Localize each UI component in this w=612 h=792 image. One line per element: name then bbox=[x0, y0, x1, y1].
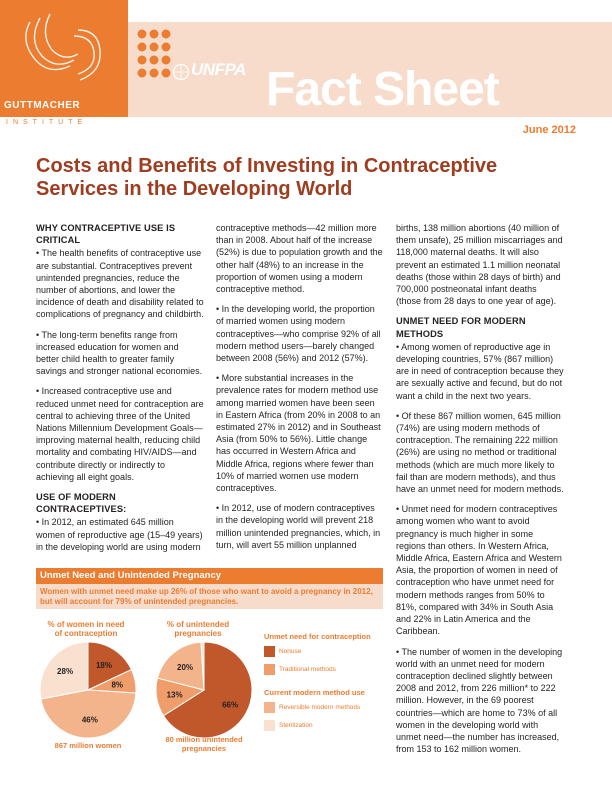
fact-sheet-header bbox=[0, 0, 612, 135]
pie1-title-line-2: of contraception bbox=[54, 629, 118, 638]
chart-panel bbox=[36, 568, 383, 756]
panel-title: Unmet Need and Unintended Pregnancy bbox=[36, 568, 383, 584]
pie2-title-line-1: % of unintended bbox=[166, 620, 230, 629]
pie2-data-label: 20% bbox=[177, 663, 194, 673]
paragraph: births, 138 million abortions (40 million of them unsafe), 25 million miscarriages and 118,000 maternal deaths. It will also prevent an estimated 1.1 million neonatal deaths (those within 28 days of birth) and 700,000 postneonatal infant deaths (those from 28 days to one year of age). bbox=[396, 223, 563, 307]
paragraph: contraceptive methods—42 million more than in 2008. About half of the increase (52%) is due to population growth and the other half (48%) to an increase in the proportion of women using a modern contraceptive method. bbox=[216, 223, 383, 295]
guttmacher-name: GUTTMACHER bbox=[4, 100, 81, 111]
doc-type-label: Fact Sheet bbox=[266, 63, 499, 116]
pie1-data-label: 8% bbox=[111, 680, 124, 690]
legend-heading-unmet: Unmet need for contraception bbox=[264, 632, 371, 641]
pie1-slice-reversible-modern-methods bbox=[41, 690, 136, 738]
section-heading: USE OF MODERN CONTRACEPTIVES: bbox=[36, 492, 127, 515]
un-emblem-icon bbox=[172, 63, 190, 81]
pie1-data-label: 28% bbox=[57, 667, 74, 677]
page-title bbox=[36, 155, 576, 201]
column-1 bbox=[36, 222, 204, 561]
section-heading: WHY CONTRACEPTIVE USE IS CRITICAL bbox=[36, 223, 176, 246]
legend-swatch-nonuse bbox=[264, 646, 275, 657]
column-2 bbox=[216, 222, 384, 559]
unfpa-dots-icon bbox=[136, 28, 176, 88]
pie-chart-1 bbox=[36, 638, 140, 742]
paragraph: • More substantial increases in the prevalence rates for modern method use among married women have been seen in Eastern Africa (from 20% in 2008 to an estimated 27% in 2012) and in Southeast Asia (from 50% to 56%). Little change has occurred in Western Africa and Middle Africa, regions where fewer than 10% of married women use modern contraceptives. bbox=[216, 373, 381, 494]
pie2-caption bbox=[152, 736, 256, 753]
guttmacher-logo bbox=[0, 0, 128, 117]
paragraph: • The health benefits of contraceptive use are substantial. Contraceptives prevent unintended pregnancies, reduce the number of abortions, and lower the incidence of death and disability related to complications of pregnancy and childbirth. bbox=[36, 248, 204, 320]
paragraph: • Increased contraceptive use and reduced unmet need for contraception are central to achieving three of the United Nations Millennium Development Goals—improving maternal health, reducing child mortality and combating HIV/AIDS—and contribute directly or indirectly to achieving all eight goals. bbox=[36, 386, 204, 482]
panel-subtitle-line-1: Women with unmet need make up 26% of those who want to avoid a pregnancy in 2012, bbox=[40, 587, 373, 596]
pie1-title-line-1: % of women in need bbox=[47, 620, 125, 629]
legend-label-traditional: Traditional methods bbox=[279, 666, 336, 673]
pie1-caption: 867 million women bbox=[54, 741, 122, 750]
section-heading: UNMET NEED FOR MODERN METHODS bbox=[396, 316, 526, 339]
panel-subtitle bbox=[36, 584, 383, 609]
guttmacher-mark-icon bbox=[0, 0, 128, 100]
legend-label-sterilization: Sterilization bbox=[279, 722, 313, 729]
legend-swatch-traditional bbox=[264, 664, 275, 675]
pie2-data-label: 66% bbox=[222, 700, 239, 710]
pie2-data-label: 13% bbox=[166, 690, 183, 700]
pie1-data-label: 46% bbox=[81, 715, 98, 725]
paragraph: • Of these 867 million women, 645 million (74%) are using modern methods of contraception. The remaining 222 million (26%) are using no method or traditional methods (which are much more likely to fail than are modern methods), and thus have an unmet need for modern methods. bbox=[396, 410, 564, 495]
publish-date: June 2012 bbox=[522, 124, 576, 136]
legend-label-nonuse: Nonuse bbox=[279, 648, 302, 655]
title-line-1: Costs and Benefits of Investing in Contraceptive bbox=[36, 155, 498, 177]
pie1-data-label: 18% bbox=[95, 660, 112, 670]
paragraph: • In 2012, an estimated 645 million women of reproductive age (15–49 years) in the developing world are using modern bbox=[36, 517, 203, 552]
institute-label: INSTITUTE bbox=[6, 119, 88, 126]
legend-swatch-sterilization bbox=[264, 720, 275, 731]
pie2-caption-line-1: 80 million unintended bbox=[165, 735, 243, 744]
paragraph: • Among women of reproductive age in developing countries, 57% (867 million) are in need of contraception because they are sexually active and fecund, but do not want a child in the next two years. bbox=[396, 341, 564, 401]
unfpa-name: UNFPA bbox=[191, 60, 246, 79]
paragraph: • In 2012, use of modern contraceptives in the developing world will prevent 218 million unintended pregnancies, which, in turn, will avert 55 million unplanned bbox=[216, 503, 381, 550]
pie2-title bbox=[148, 620, 248, 638]
paragraph: • The number of women in the developing world with an unmet need for modern contraception declined slightly between 2008 and 2012, from 226 million* to 222 million. However, in the 69 poorest countries—which are home to 73% of all women in the developing world with unmet need—the number has increased, from 153 to 162 million women. bbox=[396, 646, 563, 755]
paragraph: • Unmet need for modern contraceptives among women who want to avoid pregnancy is much higher in some regions than others. In Western Africa, Middle Africa, Eastern Africa and Western Asia, the proportion of women in need of contraception who have unmet need for modern methods ranges from 50% to 81%, compared with 34% in South Asia and 22% in Latin America and the Caribbean. bbox=[396, 504, 562, 637]
legend-label-reversible: Reversible modern methods bbox=[279, 704, 361, 711]
paragraph: • The long-term benefits range from increased education for women and better child health to greater family savings and stronger national economies. bbox=[36, 329, 203, 377]
pie2-title-line-2: pregnancies bbox=[174, 629, 222, 638]
panel-subtitle-line-2: but will account for 79% of unintended pregnancies. bbox=[40, 597, 239, 606]
title-line-2: Services in the Developing World bbox=[36, 178, 353, 200]
legend-heading-current: Current modern method use bbox=[264, 688, 365, 697]
pie-chart-2 bbox=[152, 638, 256, 742]
pie1-title bbox=[36, 620, 136, 638]
pie2-caption-line-2: pregnancies bbox=[181, 743, 227, 753]
column-3 bbox=[396, 222, 564, 763]
paragraph: • In the developing world, the proportion of married women using modern contraceptives—who comprise 92% of all modern method users—barely changed between 2008 (56%) and 2012 (57%). bbox=[216, 304, 381, 364]
legend-swatch-reversible bbox=[264, 702, 275, 713]
